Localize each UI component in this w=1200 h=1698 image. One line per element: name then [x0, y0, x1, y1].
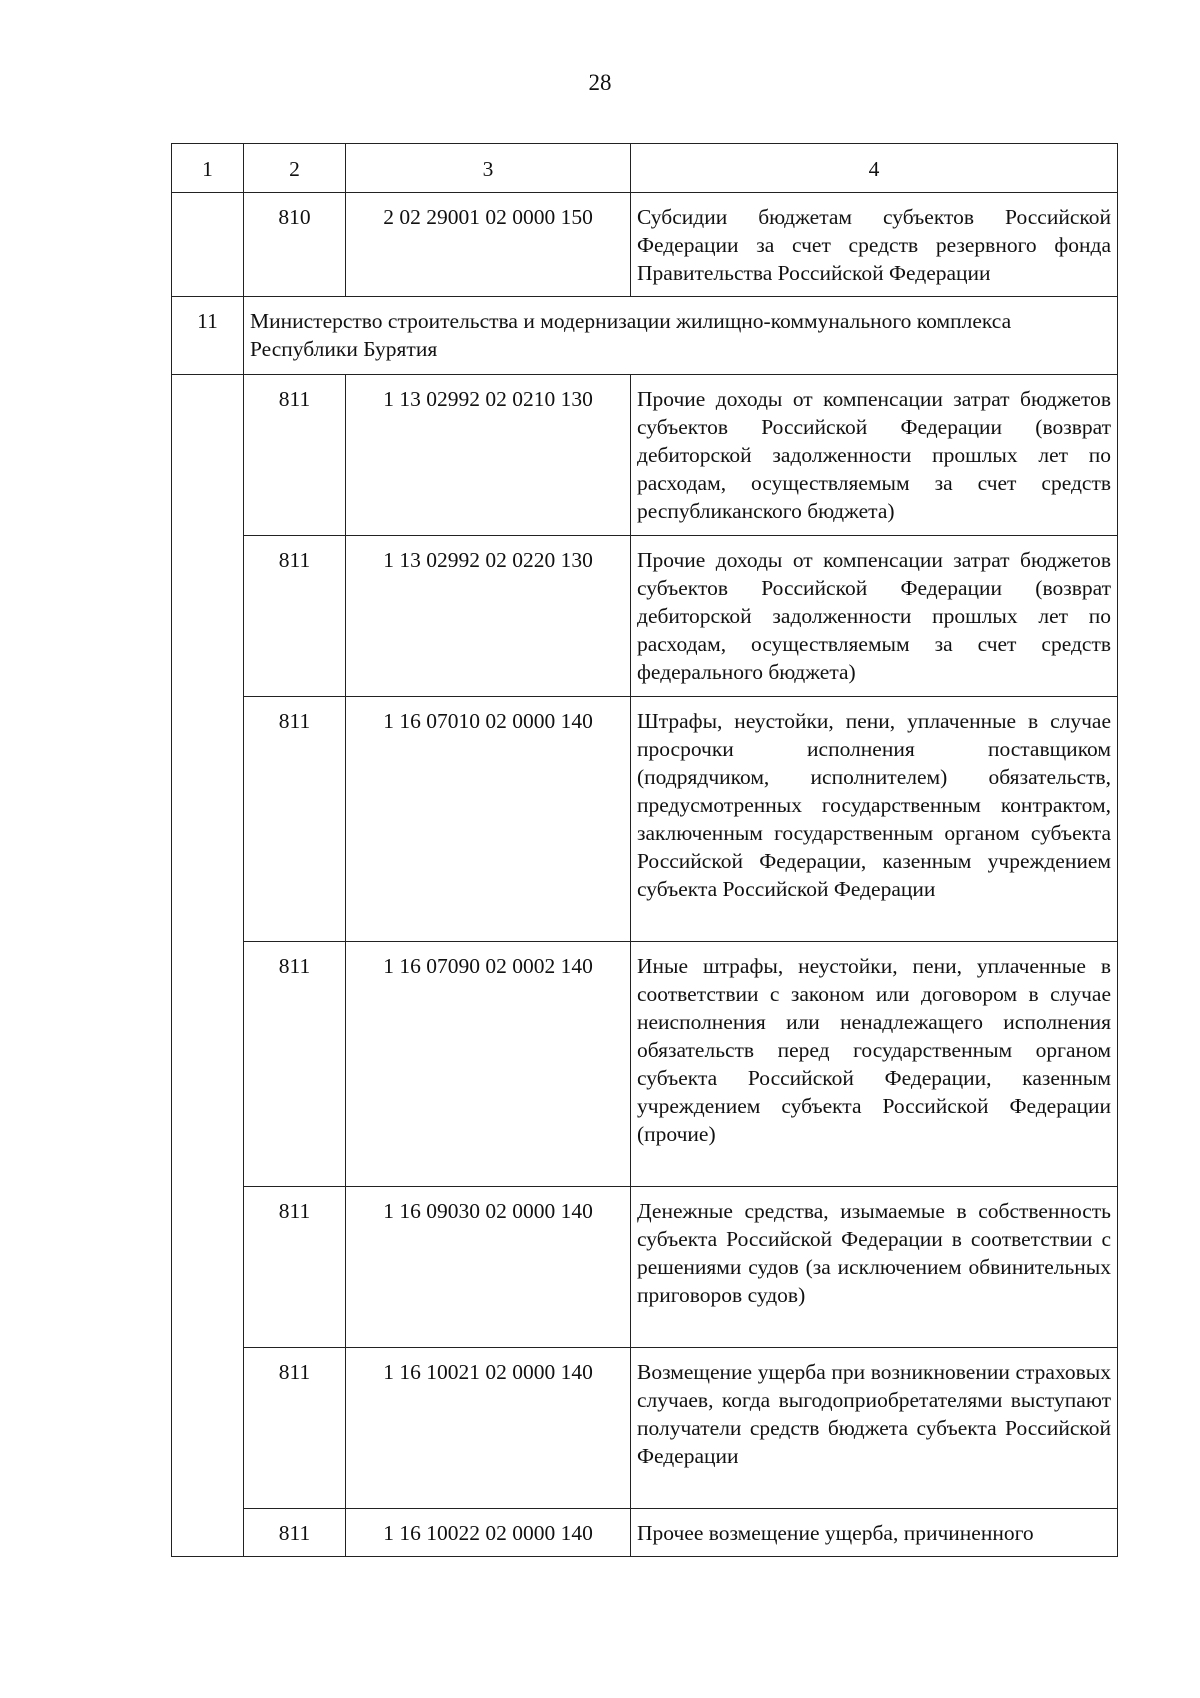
- table-row: [172, 697, 1118, 942]
- budget-code-cell: 1 16 10021 02 0000 140: [346, 1348, 631, 1509]
- budget-code-cell: 2 02 29001 02 0000 150: [346, 193, 631, 297]
- budget-code-cell: 1 16 07010 02 0000 140: [346, 697, 631, 942]
- budget-code-cell: 1 16 10022 02 0000 140: [346, 1509, 631, 1557]
- table-row: [172, 375, 1118, 536]
- budget-code-cell: 1 16 09030 02 0000 140: [346, 1187, 631, 1348]
- page-number: 28: [588, 70, 612, 95]
- budget-code-cell: 1 13 02992 02 0220 130: [346, 536, 631, 697]
- description-cell: Возмещение ущерба при возникновении страховых случаев, когда выгодоприобретателями выступают получатели средств бюджета субъекта Российской Федерации: [631, 1348, 1118, 1509]
- admin-code-cell: 811: [244, 375, 346, 536]
- description-cell: Субсидии бюджетам субъектов Российской Федерации за счет средств резервного фонда Правительства Российской Федерации: [631, 193, 1118, 297]
- table-row: [172, 193, 1118, 297]
- section-title: Министерство строительства и модернизации жилищно-коммунального комплекса Республики Бурятия: [244, 297, 1118, 375]
- admin-code-cell: 811: [244, 1509, 346, 1557]
- description-cell: Иные штрафы, неустойки, пени, уплаченные в соответствии с законом или договором в случае неисполнения или ненадлежащего исполнения обязательств перед государственным органом субъекта Российской Федерации, казенным учреждением субъекта Российской Федерации (прочие): [631, 942, 1118, 1187]
- description-cell: Прочие доходы от компенсации затрат бюджетов субъектов Российской Федерации (возврат дебиторской задолженности прошлых лет по расходам, осуществляемым за счет средств федерального бюджета): [631, 536, 1118, 697]
- table-header-row: [172, 144, 1118, 193]
- header-cell: 4: [631, 144, 1118, 193]
- empty-cell: [172, 375, 244, 1557]
- header-cell: 3: [346, 144, 631, 193]
- description-cell: Прочие доходы от компенсации затрат бюджетов субъектов Российской Федерации (возврат дебиторской задолженности прошлых лет по расходам, осуществляемым за счет средств республиканского бюджета): [631, 375, 1118, 536]
- table-row: [172, 536, 1118, 697]
- header-cell: 2: [244, 144, 346, 193]
- section-row: [172, 297, 1118, 375]
- section-number: 11: [172, 297, 244, 375]
- revenue-codes-table: [171, 143, 1118, 1557]
- admin-code-cell: 810: [244, 193, 346, 297]
- budget-code-cell: 1 13 02992 02 0210 130: [346, 375, 631, 536]
- table-row: [172, 1509, 1118, 1557]
- table-row: [172, 942, 1118, 1187]
- description-cell: Прочее возмещение ущерба, причиненного: [631, 1509, 1118, 1557]
- header-cell: 1: [172, 144, 244, 193]
- admin-code-cell: 811: [244, 942, 346, 1187]
- admin-code-cell: 811: [244, 1348, 346, 1509]
- description-cell: Штрафы, неустойки, пени, уплаченные в случае просрочки исполнения поставщиком (подрядчиком, исполнителем) обязательств, предусмотренных государственным контрактом, заключенным государственным органом субъекта Российской Федерации, казенным учреждением субъекта Российской Федерации: [631, 697, 1118, 942]
- table-row: [172, 1187, 1118, 1348]
- empty-cell: [172, 193, 244, 297]
- description-cell: Денежные средства, изымаемые в собственность субъекта Российской Федерации в соответствии с решениями судов (за исключением обвинительных приговоров судов): [631, 1187, 1118, 1348]
- table-row: [172, 1348, 1118, 1509]
- admin-code-cell: 811: [244, 1187, 346, 1348]
- admin-code-cell: 811: [244, 697, 346, 942]
- budget-code-cell: 1 16 07090 02 0002 140: [346, 942, 631, 1187]
- admin-code-cell: 811: [244, 536, 346, 697]
